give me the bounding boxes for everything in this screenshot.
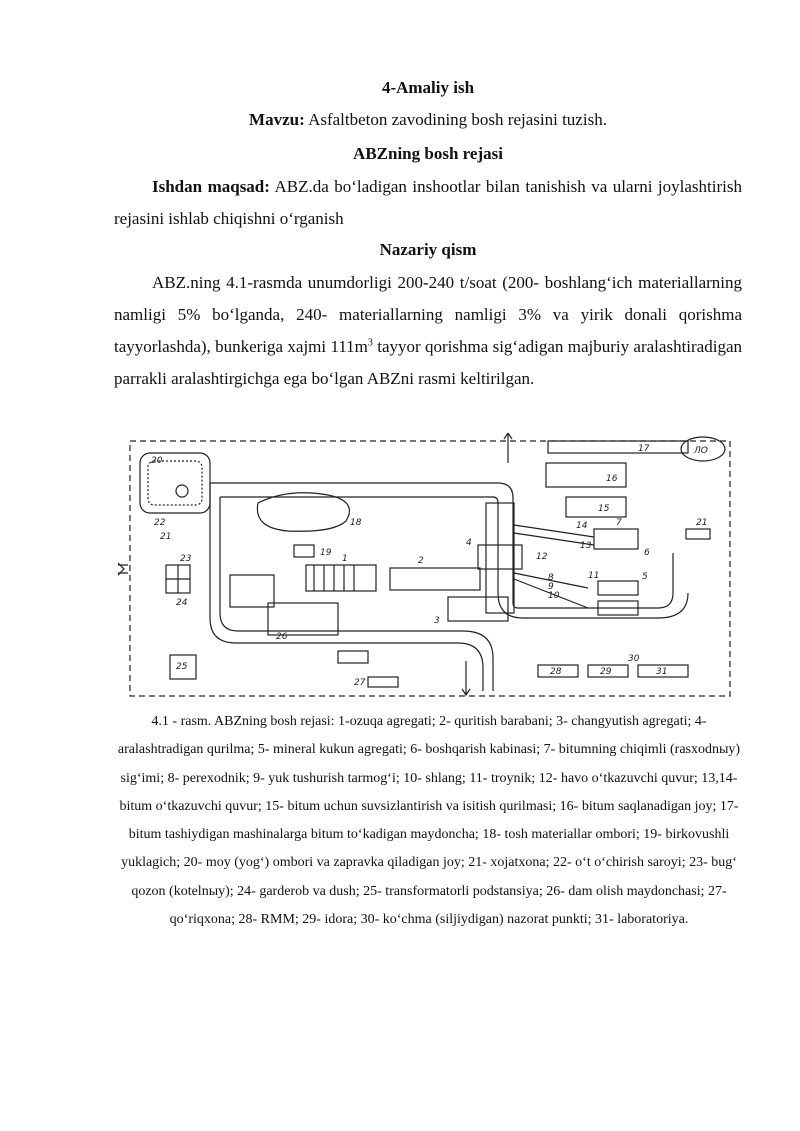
- label-23: 23: [180, 554, 192, 564]
- topic-line: [114, 110, 742, 130]
- goal-text: ABZ.da bo‘ladigan inshootlar bilan tanishish va ularni joylashtirish rejasini ishlab chiqishni o‘rganish: [114, 177, 742, 228]
- label-30: 30: [628, 654, 640, 664]
- label-3: 3: [434, 616, 440, 626]
- dehydration-unit-15: [566, 497, 626, 517]
- label-31: 31: [656, 667, 668, 677]
- rest-area-26: [268, 603, 338, 635]
- label-1: 1: [342, 554, 348, 564]
- label-19: 19: [320, 548, 332, 558]
- label-22: 22: [154, 518, 166, 528]
- figure-caption: 4.1 - rasm. ABZning bosh rejasi: 1-ozuqa agregati; 2- quritish barabani; 3- changyutish agregati; 4- aralashtradigan qurilma; 5- mineral kukun agregati; 6- boshqarish kabinasi; 7- bitumning chiqimli (rasxodnыy) sig‘imi; 8- perexodnik; 9- yuk tushurish tarmog‘i; 10- shlang; 11- troynik; 12- havo o‘tkazuvchi quvur; 13,14- bitum o‘tkazuvchi quvur; 15- bitum uchun suvsizlantirish va isitish qurilmasi; 16- bitum saqlanadigan joy; 17- bitum tashiydigan mashinalarga bitum to‘kadigan maydoncha; 18- tosh materiallar ombori; 19- birkovushli yuklagich; 20- moy (yog‘) ombori va zapravka qiladigan joy; 21- xojatxona; 22- o‘t o‘chirish saroyi; 23- bug‘ qozon (kotelnыy); 24- garderob va dush; 25- transformatorli podstansiya; 26- dam olish maydonchasi; 27- qo‘riqxona; 28- RMM; 29- idora; 30- ko‘chma (siljiydigan) nazorat punkti; 31- laboratoriya.: [117, 714, 741, 928]
- theory-text-2: tayyor qorishma sig‘adigan majburiy aralashtiradigan parrakli aralashtirgichga ega bo‘lgan ABZni rasmi keltirilgan.: [114, 337, 742, 388]
- label-28: 28: [550, 667, 562, 677]
- section-heading-plan: ABZning bosh rejasi: [353, 144, 503, 163]
- label-24: 24: [176, 598, 188, 608]
- control-cabin-7: [594, 529, 638, 549]
- entrance-gate: [118, 561, 124, 577]
- label-13: 13: [580, 541, 592, 551]
- drying-drum-2: [390, 568, 480, 590]
- label-17: 17: [638, 444, 650, 454]
- goal-label: Ishdan maqsad:: [152, 177, 270, 196]
- road-left: [210, 483, 483, 691]
- toilet-21: [686, 529, 710, 539]
- label-21-left: 21: [160, 532, 172, 542]
- label-25: 25: [176, 662, 188, 672]
- label-21: 21: [696, 518, 708, 528]
- label-12: 12: [536, 552, 548, 562]
- topic-label: Mavzu:: [249, 110, 305, 129]
- label-29: 29: [600, 667, 612, 677]
- entrance-arrows: [118, 565, 128, 573]
- stockpile-square: [230, 575, 274, 607]
- down-arrow: [462, 661, 470, 695]
- label-6: 6: [644, 548, 650, 558]
- label-16: 16: [606, 474, 618, 484]
- superscript-three: 3: [367, 337, 373, 349]
- label-26: 26: [276, 632, 288, 642]
- road-inner: [220, 497, 688, 618]
- label-4: 4: [466, 538, 472, 548]
- label-18: 18: [350, 518, 362, 528]
- feed-aggregate-1: [306, 565, 376, 591]
- label-27: 27: [354, 678, 366, 688]
- label-8: 8: [548, 573, 554, 583]
- label-2: 2: [418, 556, 424, 566]
- road-top: [210, 483, 673, 608]
- mineral-powder-5a: [598, 581, 638, 595]
- truck: [338, 651, 368, 663]
- up-arrow: [504, 433, 512, 463]
- topic-text: Asfaltbeton zavodining bosh rejasini tuzish.: [304, 110, 607, 129]
- bitum-loading-17: [548, 441, 688, 453]
- plant-layout-figure: [118, 433, 744, 703]
- label-9: 9: [548, 582, 554, 592]
- label-5: 5: [642, 572, 648, 582]
- theory-paragraph: [114, 267, 742, 395]
- label-7: 7: [616, 518, 622, 528]
- label-lo: ЛО: [694, 446, 708, 456]
- guard-27: [368, 677, 398, 687]
- stone-store-18: [257, 493, 349, 532]
- loader-19: [294, 545, 314, 557]
- label-10: 10: [548, 591, 560, 601]
- theory-text-1: ABZ.ning 4.1-rasmda unumdorligi 200-240 t/soat (200- boshlang‘ich materiallarning namligi 5% bo‘lganda, 240- materiallarning namligi 3% va yirik donali qorishma tayyorlashda), bunkeriga xajmi 111m: [114, 273, 742, 356]
- goal-paragraph: [114, 171, 742, 235]
- page-title: 4-Amaliy ish: [381, 78, 475, 97]
- label-15: 15: [598, 504, 610, 514]
- section-heading-theory: Nazariy qism: [379, 240, 477, 259]
- label-11: 11: [588, 571, 600, 581]
- figure-labels: [151, 444, 708, 688]
- label-14: 14: [576, 521, 588, 531]
- label-20: 20: [151, 456, 163, 466]
